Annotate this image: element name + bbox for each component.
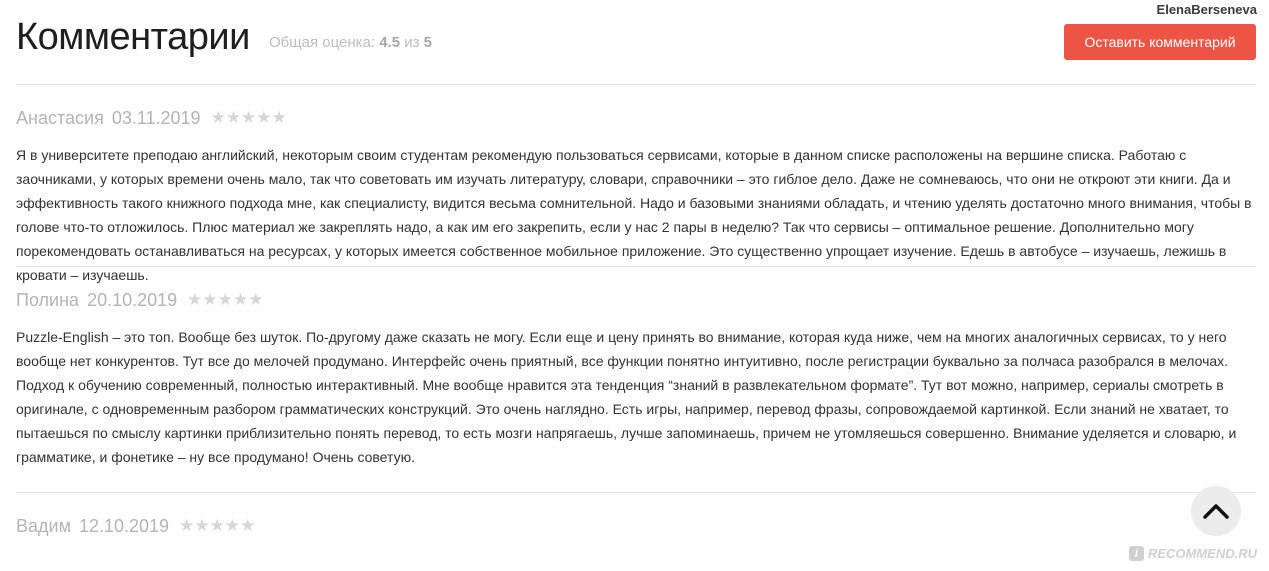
rating-value: 4.5: [379, 34, 401, 51]
comment-author: Полина: [16, 290, 80, 310]
watermark-badge-icon: i: [1129, 546, 1144, 561]
comments-list: [16, 85, 1256, 559]
comment-date: 20.10.2019: [87, 290, 178, 310]
comment-text: Я в университете преподаю английский, некоторым своим студентам рекомендую пользоваться сервисами, которые в данном списке расположены на вершине списка. Работаю с заочниками, у которых времени очень мало, так что советовать им изучать литературу, словари, справочники – это гиблое дело. Даже не сомневаюсь, что они не откроют эти книги. Да и эффективность такого книжного подхода мне, как специалисту, видится весьма сомнительной. Надо и базовыми знаниями обладать, и чтению уделять достаточно много внимания, чтобы в голове что-то отложилось. Плюс материал же закреплять надо, а как им его закрепить, если у нас 2 пары в неделю? Так что сервисы – оптимальное решение. Дополнительно могу порекомендовать останавливаться на ресурсах, у которых имеется собственное мобильное приложение. Это существенно упрощает изучение. Едешь в автобусе – изучаешь, лежишь в кровати – изучаешь.: [16, 147, 1252, 283]
rating-of: из: [404, 34, 420, 51]
watermark-text: RECOMMEND.RU: [1147, 546, 1257, 561]
comment-item: [16, 267, 1256, 493]
comment-header: [16, 513, 1256, 539]
comment-date: 12.10.2019: [78, 516, 170, 536]
comments-header: [16, 14, 1256, 85]
rating-max: 5: [423, 34, 433, 51]
watermark: [1129, 546, 1257, 561]
username[interactable]: ElenaBerseneva: [1156, 2, 1257, 17]
scroll-to-top-button[interactable]: [1191, 486, 1241, 536]
rating-label: Общая оценка:: [269, 34, 376, 51]
comment-header: [16, 287, 1256, 313]
star-rating: ★★★★★: [210, 108, 287, 127]
star-rating: ★★★★★: [187, 290, 264, 309]
comment-item: [16, 85, 1256, 283]
comment-header: [16, 105, 1256, 131]
comment-author: Анастасия: [16, 108, 104, 128]
overall-rating: [269, 34, 432, 51]
chevron-up-icon: [1203, 503, 1229, 519]
page-title: Комментарии: [16, 16, 250, 58]
leave-comment-button[interactable]: Оставить комментарий: [1064, 24, 1256, 60]
comment-text: Puzzle-English – это топ. Вообще без шуток. По-другому даже сказать не могу. Если еще и цену принять во внимание, которая куда ниже, чем на многих аналогичных сервисах, то у него вообще нет конкурентов. Тут все до мелочей продумано. Интерфейс очень приятный, все функции понятно интуитивно, после регистрации буквально за полчаса разобрался в мелочах. Подход к обучению современный, полностью интерактивный. Мне вообще нравится эта тенденция “знаний в развлекательном формате”. Тут вот можно, например, сериалы смотреть в оригинале, с одновременным разбором грамматических конструкций. Это очень наглядно. Есть игры, например, перевод фразы, сопровождаемой картинкой. Если знаний не хватает, то пытаешься по смыслу картинки приблизительно понять перевод, то есть мозги напрягаешь, лучше запоминаешь, причем не утомляешься совершенно. Внимание уделяется и словарю, и грамматике, и фонетике – ну все продумано! Очень советую.: [16, 329, 1237, 465]
comment-date: 03.11.2019: [111, 108, 201, 128]
star-rating: ★★★★★: [179, 516, 256, 535]
comment-author: Вадим: [16, 516, 71, 536]
comment-item: [16, 493, 1256, 559]
